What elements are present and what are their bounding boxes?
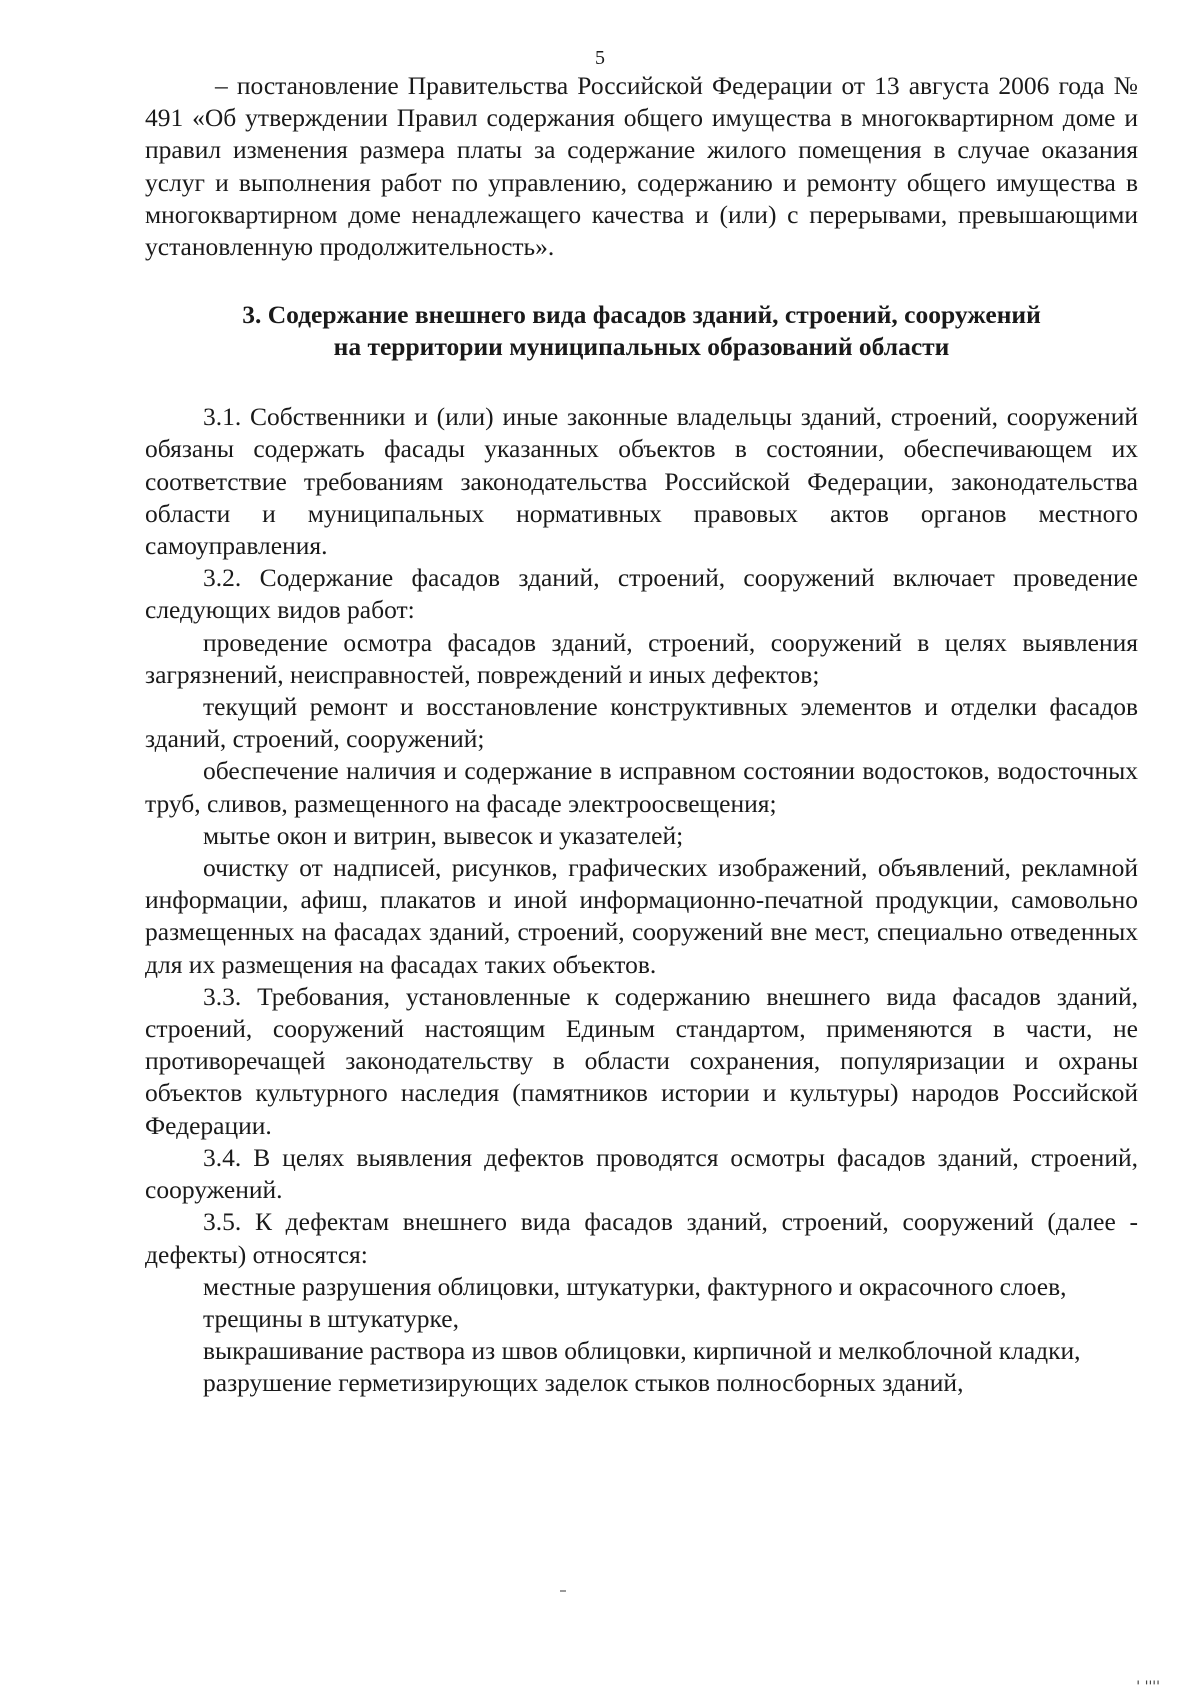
paragraph-3-4: 3.4. В целях выявления дефектов проводятся осмотры фасадов зданий, строений, сооружений.	[145, 1142, 1138, 1205]
list-item-drainage: обеспечение наличия и содержание в исправном состоянии водостоков, водосточных труб, сливов, размещенного на фасаде электроосвещения;	[145, 756, 1138, 818]
document-body	[145, 70, 1138, 1400]
defect-item-cracks: трещины в штукатурке,	[203, 1303, 459, 1333]
section-title	[145, 299, 1138, 363]
paragraph-3-5: 3.5. К дефектам внешнего вида фасадов зданий, строений, сооружений (далее - дефекты) относятся:	[145, 1207, 1138, 1269]
defect-item-sealing: разрушение герметизирующих заделок стыков полносборных зданий,	[203, 1368, 964, 1398]
section-title-line-2: на территории муниципальных образований области	[333, 332, 950, 362]
list-item-inspection: проведение осмотра фасадов зданий, строений, сооружений в целях выявления загрязнений, неисправностей, повреждений и иных дефектов;	[145, 627, 1138, 689]
intro-paragraph: – постановление Правительства Российской Федерации от 13 августа 2006 года № 491 «Об утверждении Правил содержания общего имущества в многоквартирном доме и правил изменения размера платы за содержание жилого помещения в случае оказания услуг и выполнения работ по управлению, содержанию и ремонту общего имущества в многоквартирном доме ненадлежащего качества и (или) с перерывами, превышающими установленную продолжительность».	[145, 71, 1138, 262]
scan-speck	[560, 1590, 566, 1592]
paragraph-3-3: 3.3. Требования, установленные к содержанию внешнего вида фасадов зданий, строений, сооружений настоящим Единым стандартом, применяются в части, не противоречащей законодательству в области сохранения, популяризации и охраны объектов культурного наследия (памятников истории и культуры) народов Российской Федерации.	[145, 981, 1138, 1140]
section-title-line-1: 3. Содержание внешнего вида фасадов зданий, строений, сооружений	[242, 300, 1041, 330]
paragraph-3-1: 3.1. Собственники и (или) иные законные владельцы зданий, строений, сооружений обязаны содержать фасады указанных объектов в состоянии, обеспечивающем их соответствие требованиям законодательства Российской Федерации, законодательства области и муниципальных нормативных правовых актов органов местного самоуправления.	[145, 402, 1138, 561]
paragraph-3-2: 3.2. Содержание фасадов зданий, строений, сооружений включает проведение следующих видов работ:	[145, 563, 1138, 625]
corner-scan-mark: ' ''''	[1136, 1679, 1160, 1695]
list-item-repair: текущий ремонт и восстановление конструктивных элементов и отделки фасадов зданий, строений, сооружений;	[145, 692, 1138, 754]
list-item-cleaning: очистку от надписей, рисунков, графических изображений, объявлений, рекламной информации, афиш, плакатов и иной информационно-печатной продукции, самовольно размещенных на фасадах зданий, строений, сооружений вне мест, специально отведенных для их размещения на фасадах таких объектов.	[145, 853, 1138, 979]
list-item-washing: мытье окон и витрин, вывесок и указателей;	[203, 820, 684, 850]
defect-item-destruction: местные разрушения облицовки, штукатурки, фактурного и окрасочного слоев,	[203, 1271, 1067, 1301]
defect-item-mortar: выкрашивание раствора из швов облицовки, кирпичной и мелкоблочной кладки,	[203, 1336, 1081, 1366]
page-number: 5	[595, 47, 605, 69]
